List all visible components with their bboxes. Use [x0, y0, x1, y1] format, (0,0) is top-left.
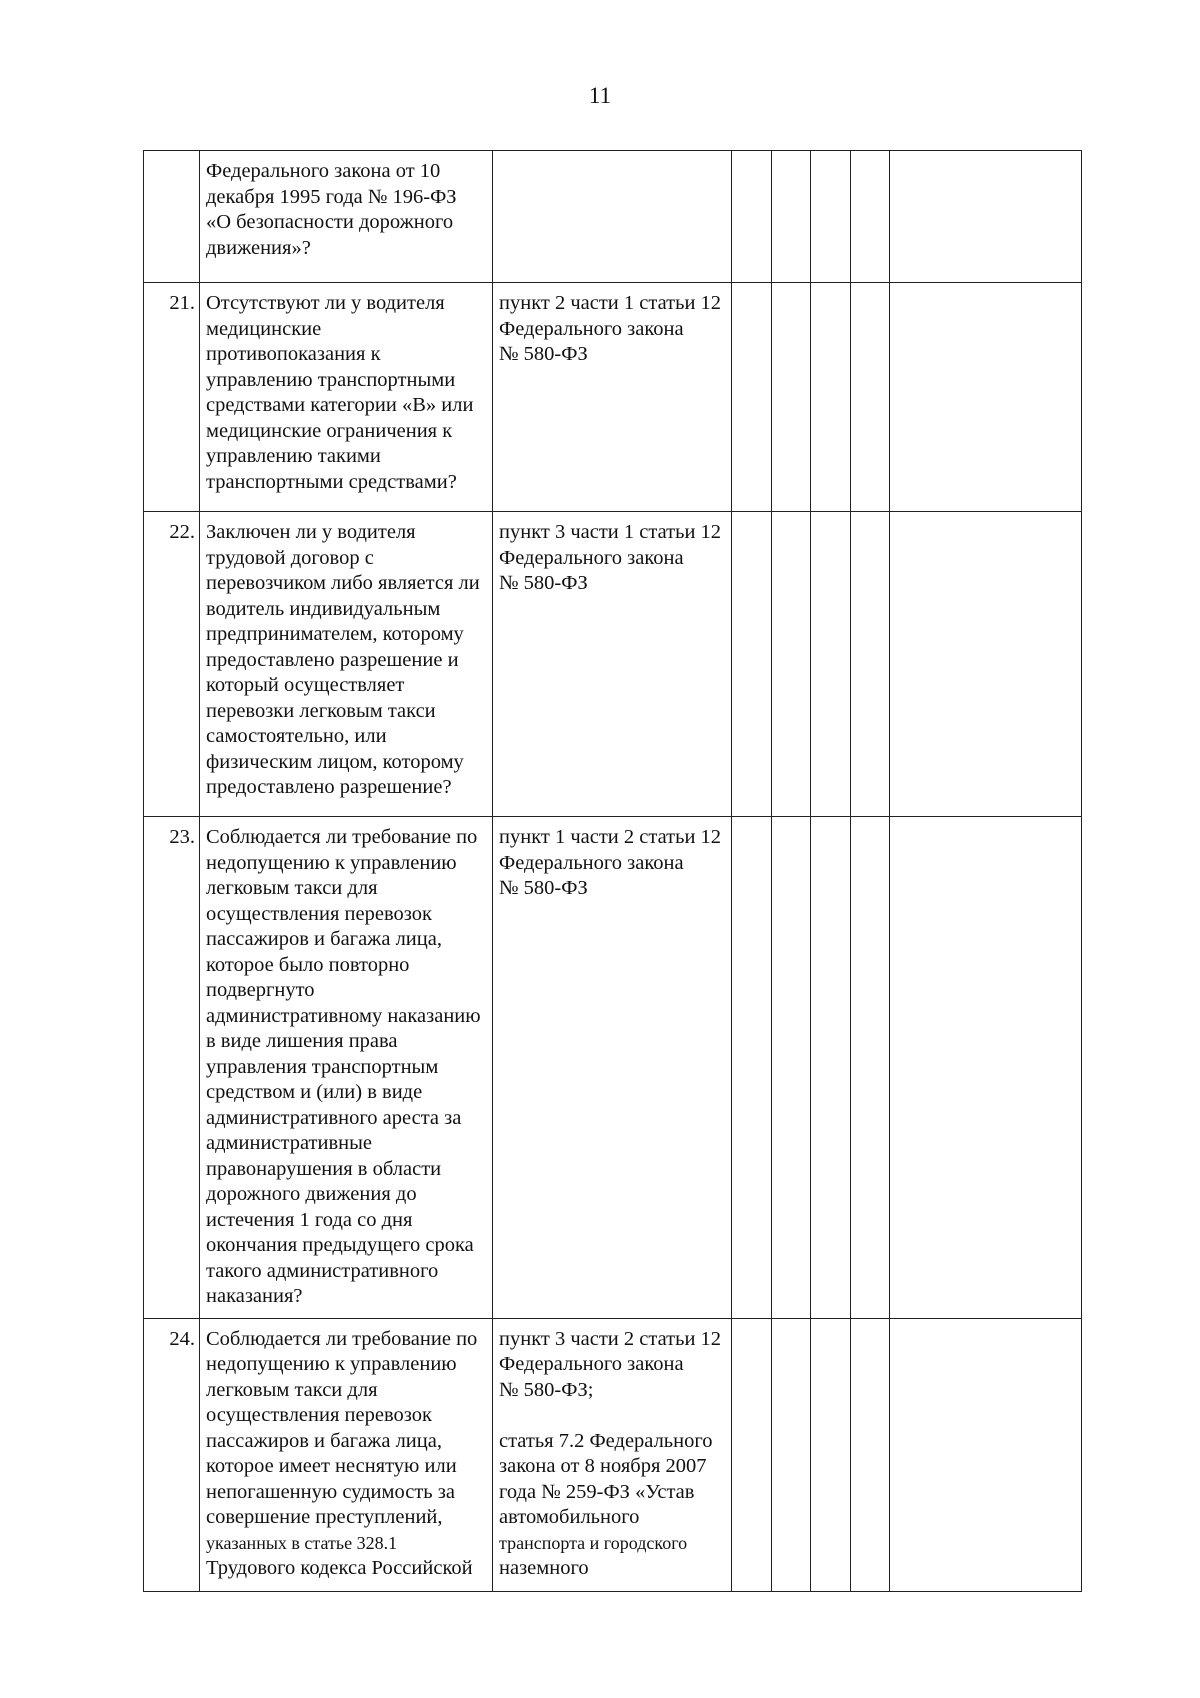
answer-no-cell	[772, 817, 811, 1319]
answer-yes-cell	[732, 817, 772, 1319]
answer-yes-cell	[732, 283, 772, 512]
comment-cell	[890, 1318, 1082, 1591]
table-row	[144, 1318, 1082, 1591]
row-number	[144, 151, 200, 283]
table-row	[144, 283, 1082, 512]
row-number: 23.	[144, 817, 200, 1319]
question-cell: Отсутствуют ли у водителя медицинские противопоказания к управлению транспортными средствами категории «В» или медицинские ограничения к управлению такими транспортными средствами?	[200, 283, 493, 512]
answer-yes-cell	[732, 151, 772, 283]
question-cell: Соблюдается ли требование по недопущению к управлению легковым такси для осуществления перевозок пассажиров и багажа лица, которое было повторно подвергнуто административному наказанию в виде лишения права управления транспортным средством и (или) в виде административного ареста за административные правонарушения в области дорожного движения до истечения 1 года со дня окончания предыдущего срока такого административного наказания?	[200, 817, 493, 1319]
table-row	[144, 817, 1082, 1319]
question-cell	[200, 1318, 493, 1591]
answer-yes-cell	[732, 1318, 772, 1591]
question-text: Соблюдается ли требование по недопущению к управлению легковым такси для осуществления перевозок пассажиров и багажа лица, которое имеет неснятую или непогашенную судимость за совершение преступлений,	[206, 1327, 478, 1528]
answer-no-cell	[772, 283, 811, 512]
answer-not-applicable-cell	[811, 817, 851, 1319]
comment-cell	[890, 817, 1082, 1319]
answer-cell	[851, 1318, 890, 1591]
reference-cell	[493, 1318, 732, 1591]
reference-text-small: транспорта и городского	[499, 1532, 688, 1553]
comment-cell	[890, 283, 1082, 512]
row-number: 21.	[144, 283, 200, 512]
table-row	[144, 151, 1082, 283]
answer-cell	[851, 151, 890, 283]
reference-cell: пункт 2 части 1 статьи 12 Федерального закона № 580-ФЗ	[493, 283, 732, 512]
question-cell: Заключен ли у водителя трудовой договор с перевозчиком либо является ли водитель индивидуальным предпринимателем, которому предоставлено разрешение и который осуществляет перевозки легковым такси самостоятельно, или физическим лицом, которому предоставлено разрешение?	[200, 512, 493, 817]
reference-cell: пункт 1 части 2 статьи 12 Федерального закона № 580-ФЗ	[493, 817, 732, 1319]
answer-cell	[851, 512, 890, 817]
answer-no-cell	[772, 512, 811, 817]
answer-not-applicable-cell	[811, 151, 851, 283]
answer-no-cell	[772, 151, 811, 283]
answer-cell	[851, 817, 890, 1319]
question-cell: Федерального закона от 10 декабря 1995 года № 196-ФЗ «О безопасности дорожного движения»?	[200, 151, 493, 283]
answer-not-applicable-cell	[811, 1318, 851, 1591]
answer-cell	[851, 283, 890, 512]
question-text-end: Трудового кодекса Российской	[206, 1557, 473, 1579]
comment-cell	[890, 512, 1082, 817]
checklist-table	[143, 150, 1082, 1592]
reference-text-end: наземного	[499, 1557, 589, 1579]
row-number: 24.	[144, 1318, 200, 1591]
answer-no-cell	[772, 1318, 811, 1591]
answer-not-applicable-cell	[811, 512, 851, 817]
comment-cell	[890, 151, 1082, 283]
table-row	[144, 512, 1082, 817]
reference-cell	[493, 151, 732, 283]
answer-yes-cell	[732, 512, 772, 817]
question-text-small: указанных в статье 328.1	[206, 1532, 398, 1553]
row-number: 22.	[144, 512, 200, 817]
reference-cell: пункт 3 части 1 статьи 12 Федерального закона № 580-ФЗ	[493, 512, 732, 817]
reference-text: пункт 3 части 2 статьи 12 Федерального закона № 580-ФЗ; статья 7.2 Федерального закона от 8 ноября 2007 года № 259-ФЗ «Устав автомобильного	[499, 1327, 722, 1528]
answer-not-applicable-cell	[811, 283, 851, 512]
page-number: 11	[588, 83, 612, 108]
